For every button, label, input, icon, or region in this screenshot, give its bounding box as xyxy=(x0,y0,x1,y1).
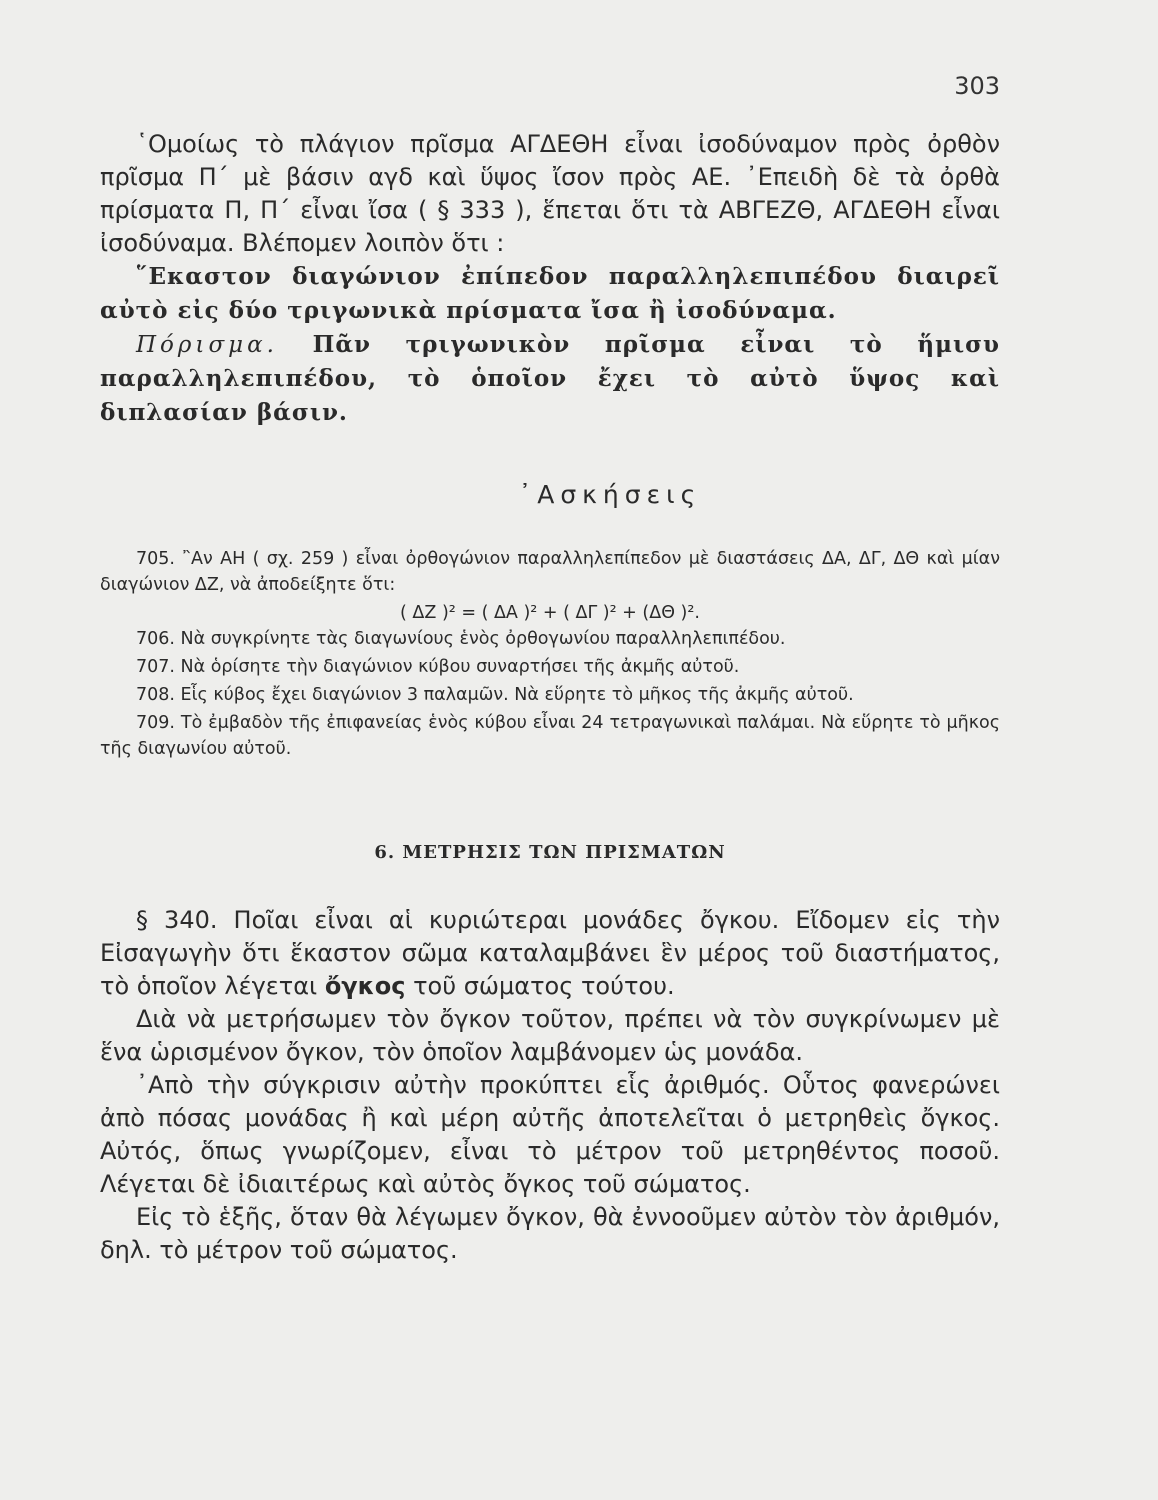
section-340-paragraph-1 xyxy=(100,904,1000,1003)
corollary-text: Πᾶν τριγωνικὸν πρῖσμα εἶναι τὸ ἥμισυ παραλληλεπιπέδου, τὸ ὁποῖον ἔχει τὸ αὐτὸ ὕψος καὶ διπλασίαν βάσιν. xyxy=(100,331,1000,426)
exercise-705-equation: ( ΔΖ )² = ( ΔΑ )² + ( ΔΓ )² + (ΔΘ )². xyxy=(400,603,700,623)
theorem-statement: ῞Εκαστον διαγώνιον ἐπίπεδον παραλληλεπιπέδου διαιρεῖ αὐτὸ εἰς δύο τριγωνικὰ πρίσματα ἴσα ἢ ἰσοδύναμα. xyxy=(100,263,1000,324)
exercise-705: 705. ῍Αν ΑΗ ( σχ. 259 ) εἶναι ὀρθογώνιον παραλληλεπίπεδον μὲ διαστάσεις ΔΑ, ΔΓ, ΔΘ καὶ μίαν διαγώνιον ΔΖ, νὰ ἀποδείξητε ὅτι: xyxy=(100,549,1000,595)
exercise-706: 706. Νὰ συγκρίνητε τὰς διαγωνίους ἑνὸς ὀρθογωνίου παραλληλεπιπέδου. xyxy=(136,629,786,649)
page-number: 303 xyxy=(954,72,1000,100)
exercise-708: 708. Εἷς κύβος ἔχει διαγώνιον 3 παλαμῶν. Νὰ εὕρητε τὸ μῆκος τῆς ἀκμῆς αὐτοῦ. xyxy=(136,685,854,705)
section-340-text: Εἴδομεν εἰς τὴν Εἰσαγωγὴν ὅτι ἕκαστον σῶμα καταλαμβάνει ἓν μέρος τοῦ διαστήματος, τὸ ὁποῖον λέγεται xyxy=(100,906,1000,1000)
exercises-list xyxy=(100,546,1000,764)
top-text-block xyxy=(100,128,1000,430)
exercise-709: 709. Τὸ ἐμβαδὸν τῆς ἐπιφανείας ἑνὸς κύβου εἶναι 24 τετραγωνικαὶ παλάμαι. Νὰ εὕρητε τὸ μῆκος τῆς διαγωνίου αὐτοῦ. xyxy=(100,713,1000,759)
section-340-paragraph-4: Εἰς τὸ ἑξῆς, ὅταν θὰ λέγωμεν ὄγκον, θὰ ἐννοοῦμεν αὐτὸν τὸν ἀριθμόν, δηλ. τὸ μέτρον τοῦ σώματος. xyxy=(100,1203,1000,1264)
section-340-paragraph-3: ᾿Απὸ τὴν σύγκρισιν αὐτὴν προκύπτει εἷς ἀριθμός. Οὗτος φανερώνει ἀπὸ πόσας μονάδας ἢ καὶ μέρη αὐτῆς ἀποτελεῖται ὁ μετρηθεὶς ὄγκος. Αὐτός, ὅπως γνωρίζομεν, εἶναι τὸ μέτρον τοῦ μετρηθέντος ποσοῦ. Λέγεται δὲ ἰδιαιτέρως καὶ αὐτὸς ὄγκος τοῦ σώματος. xyxy=(100,1071,1000,1198)
section-title: 6. ΜΕΤΡΗΣΙΣ ΤΩΝ ΠΡΙΣΜΑΤΩΝ xyxy=(374,842,726,863)
paragraph: ῾Ομοίως τὸ πλάγιον πρῖσμα ΑΓΔΕΘΗ εἶναι ἰσοδύναμον πρὸς ὀρθὸν πρῖσμα Π΄ μὲ βάσιν αγδ καὶ ὕψος ἴσον πρὸς ΑΕ. ᾿Επειδὴ δὲ τὰ ὀρθὰ πρίσματα Π, Π΄ εἶναι ἴσα ( § 333 ), ἕπεται ὅτι τὰ ΑΒΓΕΖΘ, ΑΓΔΕΘΗ εἶναι ἰσοδύναμα. Βλέπομεν λοιπὸν ὅτι : xyxy=(100,130,1000,257)
corollary-label: Πόρισμα. xyxy=(136,332,278,358)
exercise-707: 707. Νὰ ὁρίσητε τὴν διαγώνιον κύβου συναρτήσει τῆς ἀκμῆς αὐτοῦ. xyxy=(136,657,740,677)
corollary xyxy=(100,328,1000,430)
section-340-paragraph-2: Διὰ νὰ μετρήσωμεν τὸν ὄγκον τοῦτον, πρέπει νὰ τὸν συγκρίνωμεν μὲ ἕνα ὡρισμένον ὄγκον, τὸν ὁποῖον λαμβάνομεν ὡς μονάδα. xyxy=(100,1005,1000,1066)
exercises-heading: ᾿Ασκήσεις xyxy=(518,480,702,509)
section-340-text-end: τοῦ σώματος τούτου. xyxy=(413,972,675,1000)
section-340 xyxy=(100,904,1000,1267)
section-340-title: § 340. Ποῖαι εἶναι αἱ κυριώτεραι μονάδες ὄγκου. xyxy=(136,906,780,934)
term-volume: ὄγκος xyxy=(324,972,406,1000)
